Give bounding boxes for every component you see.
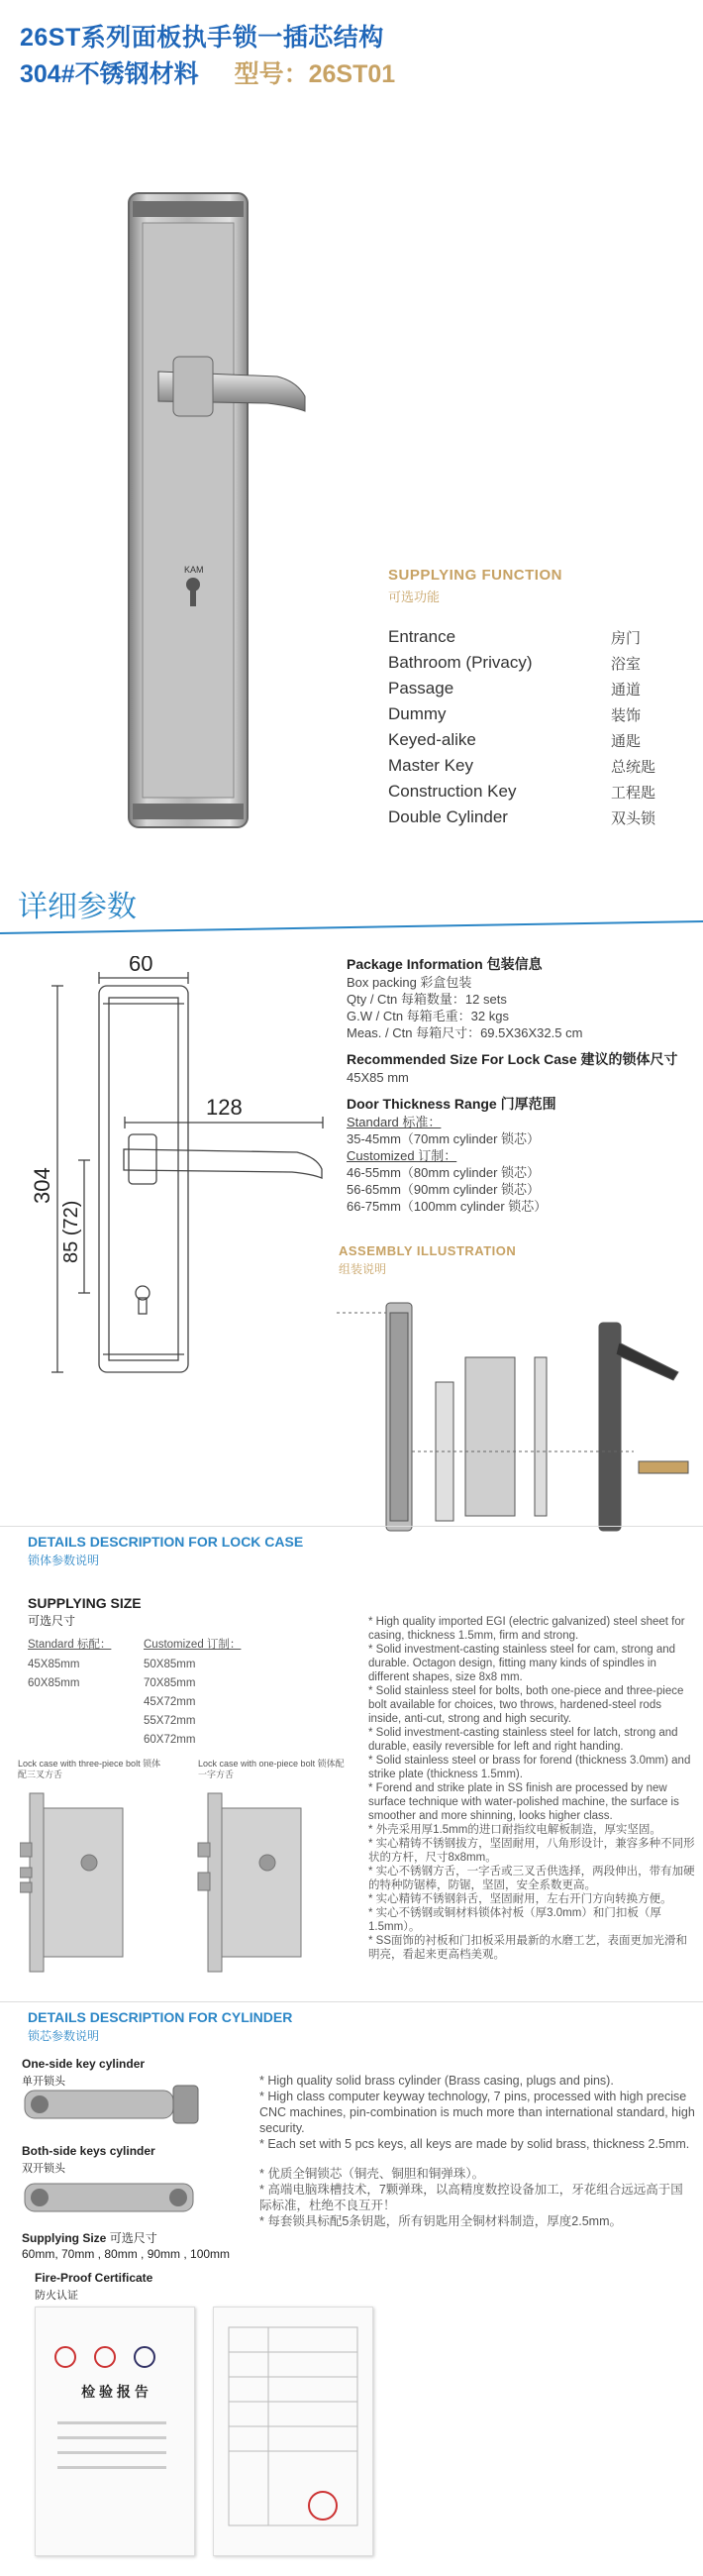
lock-case-subtitle: 锁体参数说明: [28, 1554, 100, 1567]
supply-size-title: SUPPLYING SIZE: [28, 1595, 142, 1611]
dim-height-label: 304: [30, 1167, 54, 1204]
lock-case-size-value: 45X85 mm: [347, 1070, 409, 1085]
both-side-cylinder-title: Both-side keys cylinder: [22, 2144, 155, 2158]
certificate-doc-1: [35, 2307, 195, 2556]
function-item: Construction Key 工程匙: [388, 782, 656, 802]
function-item: Entrance 房门: [388, 627, 642, 647]
header-title-line1: 26ST系列面板执手锁一插芯结构: [20, 24, 384, 52]
function-item: Passage 通道: [388, 679, 642, 698]
dim-width-label: 60: [129, 956, 153, 976]
assembly-title: ASSEMBLY ILLUSTRATION: [339, 1243, 517, 1258]
header-title-line2: [20, 54, 395, 90]
function-item: Double Cylinder 双头锁: [388, 807, 656, 827]
dim-center-label: 85 (72): [60, 1200, 82, 1263]
one-side-cylinder-photo: [20, 2081, 208, 2125]
cert-table: [214, 2308, 372, 2555]
fireproof-subtitle: 防火认证: [35, 2290, 78, 2302]
standard-label: Standard 标配：: [28, 1639, 112, 1651]
function-item: Keyed-alike 通匙: [388, 730, 642, 750]
package-info: Package Information 包装信息 Box packing 彩盒包装 Qty / Ctn 每箱数量：12 sets G.W / Ctn 每箱毛重：32 kgs Meas. / Ctn 每箱尺寸：69.5X36X32.5 cm Recommended Size For Lock Case 建议的锁体尺寸 45X85 mm Door Thickness Range 门厚范围 Standard 标准： 35-45mm（70mm cylinder 锁芯） Customized 订制： 46-55mm（80mm cylinder 锁芯） 56-65mm（90mm cylinder 锁芯） 66-75mm（100mm cylinder 锁芯）: [347, 954, 698, 1215]
door-handle-photo: [119, 183, 317, 842]
heading-swoosh: [0, 919, 703, 939]
package-title: Package Information 包装信息: [347, 956, 543, 972]
both-side-cylinder-photo: [20, 2176, 208, 2220]
details-heading: 详细参数: [18, 891, 137, 923]
brand-logo: KAM: [184, 565, 204, 575]
function-item: Bathroom (Privacy) 浴室: [388, 653, 642, 673]
cert-logos: [36, 2327, 194, 2387]
customized-label: Customized 订制：: [144, 1639, 242, 1651]
dim-handle-label: 128: [206, 1095, 243, 1120]
cylinder-description: * High quality solid brass cylinder (Brass casing, plugs and pins). * High class computer keyway technology, 7 pins, processed with high precise CNC machines, pin-combination is much more than international standard, high security. * Each set with 5 pcs keys, all keys are made by solid brass, thickness 2.5mm. * 优质全铜锁芯（铜壳、铜胆和铜弹珠）。 * 高端电脑珠槽技术，7颗弹珠，以高精度数控设备加工，牙花组合远远高于国际标准，杜绝不良互开！ * 每套锁具标配5条钥匙，所有钥匙用全铜材料制造，厚度2.5mm。: [259, 2074, 695, 2228]
cylinder-title: DETAILS DESCRIPTION FOR CYLINDER: [28, 2009, 293, 2025]
assembly-subtitle: 组装说明: [339, 1262, 387, 1276]
dimension-drawing: [30, 956, 337, 1392]
one-side-cylinder-title: One-side key cylinder: [22, 2057, 146, 2071]
cylinder-supply-size-values: 60mm, 70mm , 80mm , 90mm , 100mm: [22, 2247, 231, 2261]
lock-case-description: * High quality imported EGI (electric galvanized) steel sheet for casing, thickness 1.5mm, firm and strong. * Solid investment-casting stainless steel for cam, strong and durable. Octagon design, fitting many kinds of spindles in different shapes, size 8x8 mm. * Solid stainless steel for bolts, both one-piece and three-piece bolt available for choices, two throws, hardened-steel rods inside, anti-cut, strong and high security. * Solid investment-casting stainless steel for latch, strong and durable, easily reversible for left and right handing. * Solid stainless steel or brass for forend (thickness 3.0mm) and strike plate (thickness 1.5mm). * Forend and strike plate in SS finish are processed by new surface technique with water-polished machine, the surface is smoother and more shinning, looks higher class. * 外壳采用厚1.5mm的进口耐指纹电解板制造，厚实坚固。 * 实心精铸不锈钢拔方，坚固耐用，八角形设计，兼容多种不同形状的方杆，尺寸8x8mm。 * 实心不锈钢方舌，一字舌或三叉舌供选择，两段伸出，带有加硬的特种防锯棒，防锯，坚固，安全系数更高。 * 实心精铸不锈钢斜舌，坚固耐用，左右开门方向转换方便。 * 实心不锈钢或铜材料锁体衬板（厚3.0mm）和门扣板（厚1.5mm）。 * SS面饰的衬板和门扣板采用最新的水磨工艺，表面更加光滑和明亮，看起来更高档美观。: [368, 1616, 695, 1961]
supplying-function-title: SUPPLYING FUNCTION: [388, 567, 562, 584]
lock-case-photos: [20, 1783, 337, 1982]
assembly-illustration: [337, 1283, 698, 1541]
model-text: 型号：26ST01: [234, 60, 396, 88]
supplying-function-subtitle: 可选功能: [388, 590, 441, 604]
certificate-doc-2: [213, 2307, 373, 2556]
door-thickness-title: Door Thickness Range 门厚范围: [347, 1096, 556, 1112]
cylinder-subtitle: 锁芯参数说明: [28, 2029, 100, 2043]
lock-case-title: DETAILS DESCRIPTION FOR LOCK CASE: [28, 1534, 304, 1550]
supply-size-cn: 可选尺寸: [28, 1614, 76, 1628]
cylinder-supply-size: Supplying Size 可选尺寸: [22, 2231, 157, 2245]
fireproof-title: Fire-Proof Certificate: [35, 2271, 153, 2285]
function-item: Master Key 总统匙: [388, 756, 656, 776]
lock-case-size-title: Recommended Size For Lock Case 建议的锁体尺寸: [347, 1051, 678, 1067]
material-text: 304#不锈钢材料: [20, 60, 199, 88]
lock-case-caption-2: Lock case with one-piece bolt 锁体配一字方舌: [198, 1759, 345, 1779]
lock-case-caption-1: Lock case with three-piece bolt 锁体配三叉方舌: [18, 1759, 161, 1779]
function-item: Dummy 装饰: [388, 704, 642, 724]
cert-doc-title: 检 验 报 告: [81, 2384, 149, 2400]
